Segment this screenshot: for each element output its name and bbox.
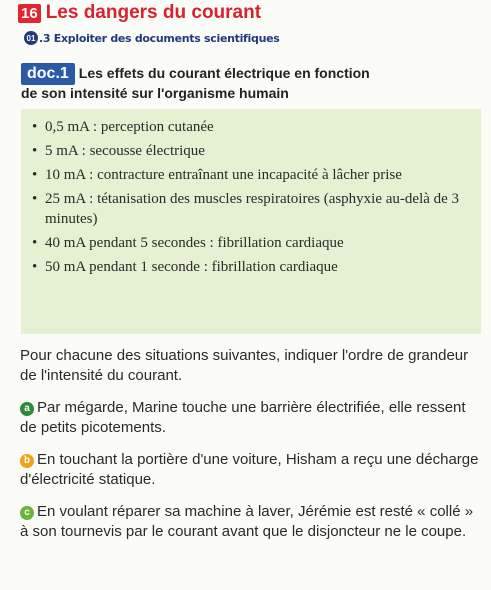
- skill-subtitle: [24, 31, 280, 45]
- section-number-badge: 16: [18, 4, 41, 23]
- list-item: • 25 mA : tétanisation des muscles respiratoires (asphyxie au-delà de 3 minutes): [32, 191, 460, 227]
- bullet-icon: •: [32, 259, 38, 275]
- situation-a: [20, 398, 482, 438]
- section-header: [18, 2, 261, 24]
- doc-heading: [21, 63, 481, 102]
- effects-list: [21, 109, 481, 277]
- list-item: • 50 mA pendant 1 seconde : fibrillation cardiaque: [32, 259, 338, 275]
- skill-text: .3 Exploiter des documents scientifiques: [39, 31, 280, 45]
- bullet-icon: •: [32, 167, 38, 183]
- situation-b: [20, 450, 482, 490]
- situation-a-text: Par mégarde, Marine touche une barrière électrifiée, elle ressent de petits picotements.: [20, 399, 466, 436]
- effects-list-box: [21, 109, 481, 334]
- letter-c-badge: c: [20, 506, 34, 520]
- section-title: Les dangers du courant: [45, 2, 262, 23]
- situation-c-text: En voulant réparer sa machine à laver, Jérémie est resté « collé » à son tournevis par le courant avant que le disjoncteur ne le coupe.: [20, 503, 474, 540]
- doc-tag: doc.1: [21, 63, 75, 85]
- doc-title-line1: Les effets du courant électrique en fonction: [78, 65, 370, 81]
- skill-badge: 01: [24, 31, 38, 45]
- letter-b-badge: b: [20, 454, 34, 468]
- question-intro: Pour chacune des situations suivantes, indiquer l'ordre de grandeur de l'intensité du courant.: [20, 347, 469, 384]
- question-block: [20, 346, 482, 554]
- list-item: • 5 mA : secousse électrique: [32, 143, 205, 159]
- list-item: • 40 mA pendant 5 secondes : fibrillation cardiaque: [32, 235, 344, 251]
- situation-c: [20, 502, 482, 542]
- doc-title-line2: de son intensité sur l'organisme humain: [21, 85, 289, 101]
- bullet-icon: •: [32, 235, 38, 251]
- bullet-icon: •: [32, 119, 38, 135]
- bullet-icon: •: [32, 143, 38, 159]
- list-item: • 0,5 mA : perception cutanée: [32, 119, 214, 135]
- situation-b-text: En touchant la portière d'une voiture, Hisham a reçu une décharge d'électricité statique.: [20, 451, 479, 488]
- letter-a-badge: a: [20, 402, 34, 416]
- bullet-icon: •: [32, 191, 38, 207]
- list-item: • 10 mA : contracture entraînant une incapacité à lâcher prise: [32, 167, 402, 183]
